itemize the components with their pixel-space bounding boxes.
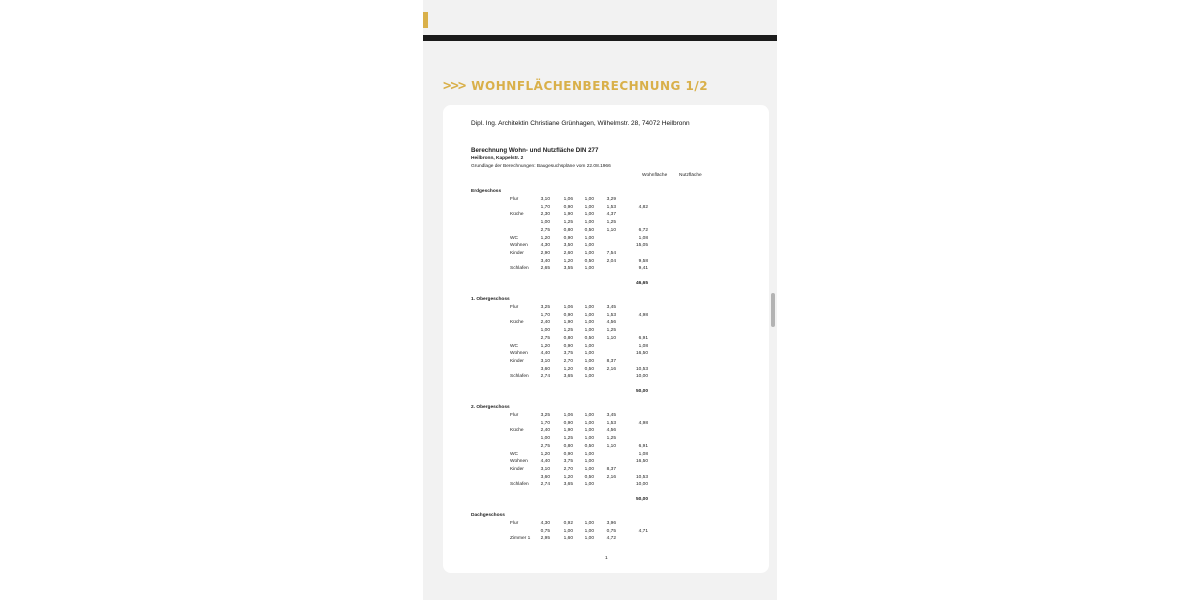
- table-cell: 4,71: [638, 528, 648, 534]
- table-cell: 1,00: [584, 358, 594, 364]
- table-cell: 1,00: [540, 220, 550, 226]
- document-basis: Grundlage der Berechnungen: Baugesuchspläne vom 22.08.1966: [471, 164, 611, 169]
- table-cell: 1,00: [584, 197, 594, 202]
- table-cell: 0,50: [584, 335, 594, 341]
- table-cell: 1,53: [606, 420, 616, 426]
- table-cell: 0,80: [563, 335, 573, 341]
- table-cell: 1,00: [584, 250, 594, 256]
- table-cell: 3,50: [563, 243, 573, 249]
- table-cell: 10,53: [635, 474, 648, 480]
- table-cell: 1,06: [563, 305, 573, 310]
- table-cell: 1,25: [563, 436, 573, 442]
- table-cell: 2,74: [540, 374, 550, 380]
- column-header-nutzflaeche: Nutzfläche: [679, 173, 702, 178]
- table-cell: 1,00: [584, 204, 594, 210]
- table-cell: 1,90: [563, 212, 573, 218]
- table-cell: 0,50: [584, 443, 594, 449]
- table-cell: 1,20: [563, 474, 573, 480]
- document-header: Dipl. Ing. Architektin Christiane Grünhagen, Wilhelmstr. 28, 74072 Heilbronn: [471, 120, 690, 127]
- table-cell: 2,16: [606, 366, 616, 372]
- table-cell: 1,20: [563, 366, 573, 372]
- row-label: Wohnen: [510, 459, 528, 465]
- row-label: Schlafen: [510, 482, 529, 488]
- table-cell: 4,30: [540, 521, 550, 526]
- table-cell: 1,20: [540, 451, 550, 457]
- table-cell: 4,82: [638, 204, 648, 210]
- table-cell: 1,00: [540, 328, 550, 334]
- table-cell: 6,91: [638, 443, 648, 449]
- section-heading: Dachgeschoss: [471, 513, 505, 518]
- table-cell: 6,72: [638, 227, 648, 233]
- table-cell: 3,96: [606, 521, 616, 526]
- table-cell: 2,60: [563, 250, 573, 256]
- table-cell: 4,98: [638, 420, 648, 426]
- table-cell: 2,90: [540, 250, 550, 256]
- table-cell: 9,41: [638, 266, 648, 272]
- table-cell: 1,00: [584, 312, 594, 318]
- table-cell: 2,70: [563, 466, 573, 472]
- table-cell: 0,50: [584, 227, 594, 233]
- table-cell: 3,65: [563, 482, 573, 488]
- table-cell: 2,40: [540, 428, 550, 434]
- row-label: Küche: [510, 428, 524, 434]
- table-cell: 3,55: [563, 266, 573, 272]
- table-cell: 0,90: [563, 343, 573, 349]
- table-cell: 0,75: [540, 528, 550, 534]
- table-cell: 0,75: [606, 528, 616, 534]
- chevrons-icon: >>>: [443, 78, 466, 94]
- table-cell: 3,25: [540, 305, 550, 310]
- table-cell: 8,37: [606, 466, 616, 472]
- table-cell: 1,00: [584, 521, 594, 526]
- table-cell: 1,00: [584, 220, 594, 226]
- table-cell: 1,20: [563, 258, 573, 264]
- table-cell: 3,29: [606, 197, 616, 202]
- row-label: WC: [510, 451, 518, 457]
- table-cell: 1,00: [584, 266, 594, 272]
- table-cell: 16,50: [635, 459, 648, 465]
- page-number: 1: [605, 556, 608, 561]
- table-cell: 4,72: [606, 536, 616, 542]
- table-cell: 3,25: [540, 413, 550, 418]
- table-cell: 1,00: [584, 374, 594, 380]
- table-cell: 1,08: [638, 343, 648, 349]
- row-label: Kinder: [510, 358, 524, 364]
- page-title: [443, 77, 708, 95]
- table-cell: 0,90: [563, 420, 573, 426]
- row-label: Flur: [510, 413, 519, 418]
- table-cell: 0,50: [584, 258, 594, 264]
- table-cell: 0,90: [563, 451, 573, 457]
- table-cell: 0,90: [563, 204, 573, 210]
- section-heading: 2. Obergeschoss: [471, 405, 510, 410]
- table-cell: 1,25: [606, 436, 616, 442]
- table-cell: 10,00: [635, 482, 648, 488]
- table-cell: 1,20: [540, 343, 550, 349]
- table-cell: 3,45: [606, 413, 616, 418]
- section-heading: 1. Obergeschoss: [471, 297, 510, 302]
- table-cell: 1,10: [606, 335, 616, 341]
- table-cell: 1,53: [606, 312, 616, 318]
- page-viewport: [423, 0, 777, 600]
- row-label: Zimmer 1: [510, 536, 531, 542]
- table-cell: 0,50: [584, 366, 594, 372]
- table-cell: 1,00: [584, 305, 594, 310]
- table-cell: 2,40: [540, 320, 550, 326]
- table-cell: 1,70: [540, 204, 550, 210]
- table-cell: 2,04: [606, 258, 616, 264]
- table-cell: 1,00: [584, 536, 594, 542]
- table-cell: 0,92: [563, 521, 573, 526]
- row-label: Kinder: [510, 250, 524, 256]
- table-cell: 10,53: [635, 366, 648, 372]
- table-cell: 1,53: [606, 204, 616, 210]
- table-cell: 1,00: [584, 328, 594, 334]
- table-cell: 1,00: [584, 420, 594, 426]
- table-cell: 2,75: [540, 227, 550, 233]
- table-cell: 4,40: [540, 351, 550, 357]
- table-cell: 3,45: [606, 305, 616, 310]
- section-heading: Erdgeschoss: [471, 189, 502, 194]
- table-cell: 1,06: [563, 413, 573, 418]
- table-cell: 1,60: [563, 536, 573, 542]
- table-cell: 2,95: [540, 536, 550, 542]
- table-cell: 4,98: [638, 312, 648, 318]
- table-cell: 1,00: [540, 436, 550, 442]
- table-cell: 10,00: [635, 374, 648, 380]
- row-label: WC: [510, 235, 518, 241]
- section-total: 50,00: [635, 497, 648, 502]
- table-cell: 1,10: [606, 443, 616, 449]
- nav-bar: [423, 35, 777, 41]
- table-cell: 1,00: [584, 212, 594, 218]
- table-cell: 15,05: [635, 243, 648, 249]
- table-cell: 1,70: [540, 420, 550, 426]
- table-cell: 1,25: [606, 220, 616, 226]
- table-cell: 3,60: [540, 474, 550, 480]
- table-cell: 3,10: [540, 197, 550, 202]
- table-cell: 2,70: [563, 358, 573, 364]
- column-header-wohnflaeche: Wohnfläche: [642, 173, 668, 178]
- document-card: [443, 105, 769, 573]
- table-cell: 8,37: [606, 358, 616, 364]
- row-label: Küche: [510, 212, 524, 218]
- row-label: Wohnen: [510, 243, 528, 249]
- table-cell: 2,74: [540, 482, 550, 488]
- row-label: Flur: [510, 197, 519, 202]
- table-cell: 4,56: [606, 320, 616, 326]
- table-cell: 3,75: [563, 459, 573, 465]
- row-label: Flur: [510, 305, 519, 310]
- table-cell: 4,30: [540, 243, 550, 249]
- table-cell: 4,40: [540, 459, 550, 465]
- table-cell: 1,00: [584, 436, 594, 442]
- table-cell: 1,00: [584, 235, 594, 241]
- table-cell: 2,30: [540, 212, 550, 218]
- table-cell: 1,00: [584, 466, 594, 472]
- table-cell: 1,00: [584, 351, 594, 357]
- site-header: [423, 0, 777, 41]
- table-cell: 2,75: [540, 335, 550, 341]
- document-title: Berechnung Wohn- und Nutzfläche DIN 277: [471, 147, 599, 154]
- table-cell: 1,00: [584, 451, 594, 457]
- section-total: 46,65: [635, 281, 648, 286]
- table-cell: 1,00: [584, 428, 594, 434]
- table-cell: 1,00: [584, 243, 594, 249]
- table-cell: 3,75: [563, 351, 573, 357]
- section-total: 50,00: [635, 389, 648, 394]
- table-cell: 4,56: [606, 428, 616, 434]
- row-label: Kinder: [510, 466, 524, 472]
- scrollbar[interactable]: [771, 293, 775, 327]
- table-cell: 3,10: [540, 466, 550, 472]
- table-cell: 9,58: [638, 258, 648, 264]
- table-cell: 3,65: [563, 374, 573, 380]
- table-cell: 1,90: [563, 320, 573, 326]
- row-label: Schlafen: [510, 266, 529, 272]
- row-label: Flur: [510, 521, 519, 526]
- table-cell: 4,37: [606, 212, 616, 218]
- table-cell: 1,20: [540, 235, 550, 241]
- row-label: WC: [510, 343, 518, 349]
- page-title-text: WOHNFLÄCHENBERECHNUNG 1/2: [471, 79, 709, 93]
- document-subtitle: Heilbronn, Kappelstr. 2: [471, 156, 524, 161]
- table-cell: 2,16: [606, 474, 616, 480]
- brand-accent: [423, 12, 428, 28]
- table-cell: 1,25: [606, 328, 616, 334]
- table-cell: 2,65: [540, 266, 550, 272]
- table-cell: 1,70: [540, 312, 550, 318]
- table-cell: 1,08: [638, 235, 648, 241]
- table-cell: 2,75: [540, 443, 550, 449]
- row-label: Wohnen: [510, 351, 528, 357]
- table-cell: 1,25: [563, 328, 573, 334]
- table-cell: 3,60: [540, 366, 550, 372]
- table-cell: 16,50: [635, 351, 648, 357]
- table-cell: 3,40: [540, 258, 550, 264]
- row-label: Schlafen: [510, 374, 529, 380]
- table-cell: 0,50: [584, 474, 594, 480]
- table-cell: 0,90: [563, 235, 573, 241]
- table-cell: 3,10: [540, 358, 550, 364]
- table-cell: 1,90: [563, 428, 573, 434]
- table-cell: 1,00: [584, 320, 594, 326]
- table-cell: 1,00: [584, 482, 594, 488]
- table-cell: 1,08: [638, 451, 648, 457]
- table-cell: 0,90: [563, 312, 573, 318]
- table-cell: 1,00: [584, 528, 594, 534]
- table-cell: 1,10: [606, 227, 616, 233]
- table-cell: 1,00: [584, 459, 594, 465]
- table-cell: 0,80: [563, 443, 573, 449]
- table-cell: 1,00: [563, 528, 573, 534]
- table-cell: 1,00: [584, 413, 594, 418]
- table-cell: 0,80: [563, 227, 573, 233]
- table-cell: 1,25: [563, 220, 573, 226]
- row-label: Küche: [510, 320, 524, 326]
- table-cell: 1,06: [563, 197, 573, 202]
- table-cell: 7,54: [606, 250, 616, 256]
- table-cell: 1,00: [584, 343, 594, 349]
- table-cell: 6,91: [638, 335, 648, 341]
